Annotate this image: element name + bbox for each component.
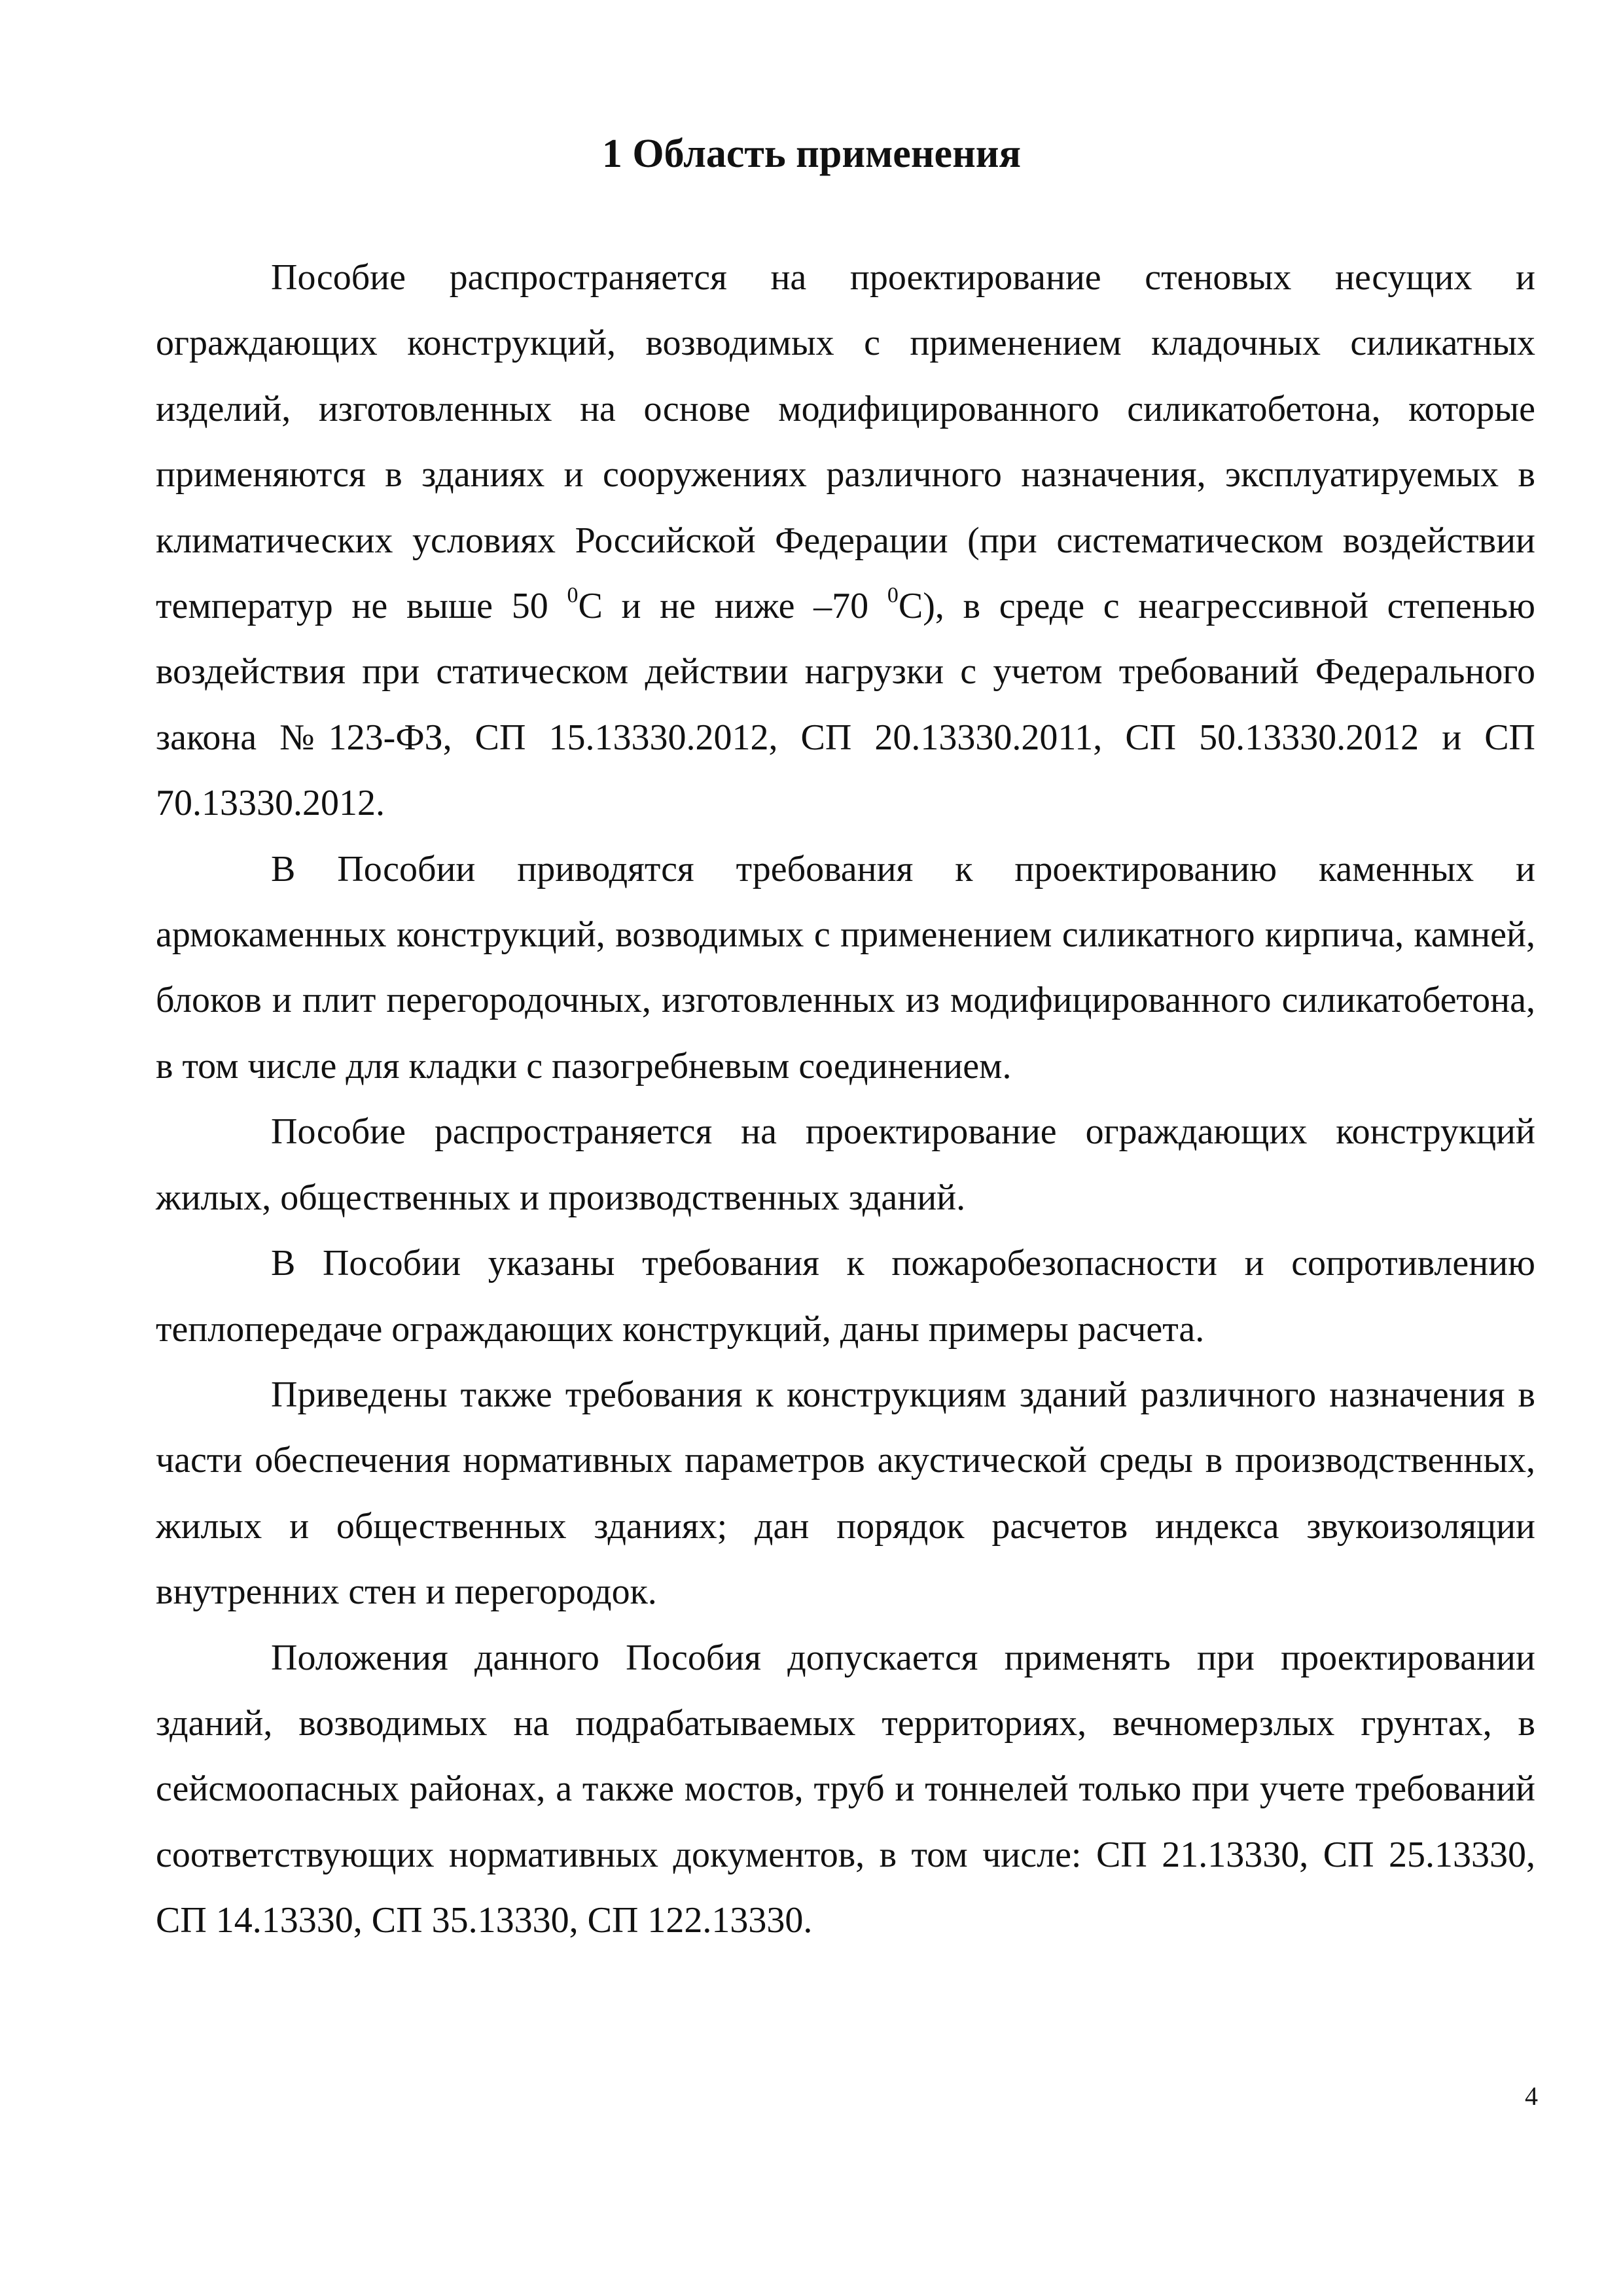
degree-superscript-1: 0 [567, 583, 579, 608]
paragraph-acoustics: Приведены также требования к конструкциям зданий различного назначения в части обеспечения нормативных параметров акустической среды в производственных, жилых и общественных зданиях; дан порядок расчетов индекса звукоизоляции внутренних стен и перегородок. [156, 1374, 1535, 1613]
paragraph-scope-part-1: Пособие распространяется на проектирование стеновых несущих и ограждающих конструкций, возводимых с применением кладочных силикатных изделий, изготовленных на основе модифицированного силикатобетона, которые применяются в зданиях и сооружениях различного назначения, эксплуатируемых в климатических условиях Российской Федерации (при систематическом воздействии температур не выше 50 [156, 257, 1535, 627]
body-text [156, 245, 1535, 1954]
paragraph-scope-part-2: С и не ниже –70 [578, 586, 887, 627]
paragraph-requirements: В Пособии приводятся требования к проектированию каменных и армокаменных конструкций, возводимых с применением силикатного кирпича, камней, блоков и плит перегородочных, изготовленных из модифицированного силикатобетона, в том числе для кладки с пазогребневым соединением. [156, 848, 1535, 1086]
paragraph-scope [156, 245, 1535, 836]
section-title: 1 Область применения [601, 132, 1022, 176]
paragraph-special-conditions: Положения данного Пособия допускается применять при проектировании зданий, возводимых на подрабатываемых территориях, вечномерзлых грунтах, в сейсмоопасных районах, а также мостов, труб и тоннелей только при учете требований соответствующих нормативных документов, в том числе: СП 21.13330, СП 25.13330, СП 14.13330, СП 35.13330, СП 122.13330. [156, 1637, 1535, 1941]
page-number: 4 [1525, 2081, 1538, 2111]
paragraph-scope-part-3: С), в среде с неагрессивной степенью воздействия при статическом действии нагрузки с учетом требований Федерального закона №123-ФЗ, СП 15.13330.2012, СП 20.13330.2011, СП 50.13330.2012 и СП 70.13330.2012. [156, 586, 1536, 824]
paragraph-fire-safety: В Пособии указаны требования к пожаробезопасности и сопротивлению теплопередаче ограждающих конструкций, даны примеры расчета. [156, 1243, 1535, 1350]
paragraph-enclosing-structures: Пособие распространяется на проектирование ограждающих конструкций жилых, общественных и производственных зданий. [156, 1111, 1535, 1218]
degree-superscript-2: 0 [887, 583, 899, 608]
